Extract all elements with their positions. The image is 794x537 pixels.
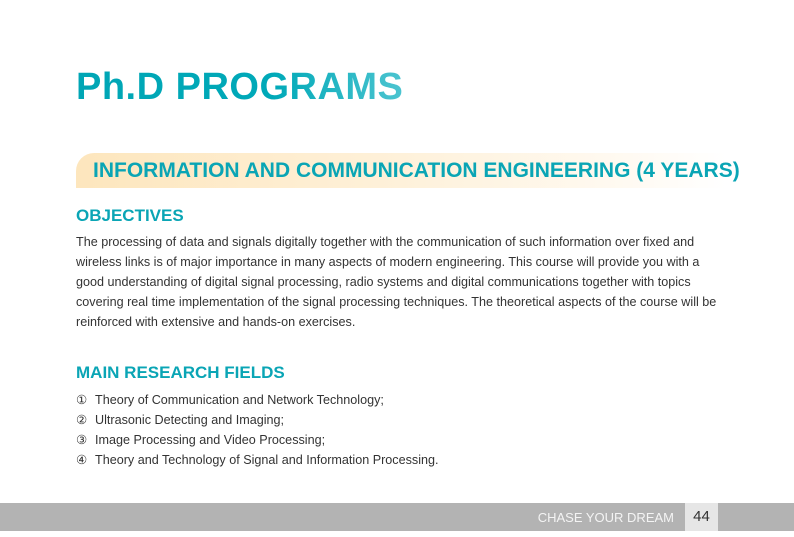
item-number: ② [76, 413, 88, 427]
objectives-text: The processing of data and signals digitally together with the communication of such information over fixed and wireless links is of major importance in many aspects of modern engineering. This course will provide you with a good understanding of digital signal processing, radio systems and digital communications together with topics covering real time implementation of the signal processing techniques. The theoretical aspects of the course will be reinforced with extensive and hands-on exercises. [76, 235, 717, 329]
program-heading: INFORMATION AND COMMUNICATION ENGINEERING (4 YEARS) [93, 159, 740, 182]
page-title: Ph.D PROGRAMS [76, 66, 404, 108]
objectives-heading: OBJECTIVES [76, 206, 184, 225]
item-number: ③ [76, 433, 88, 447]
list-item [76, 410, 439, 430]
item-text: Theory of Communication and Network Technology; [95, 393, 384, 407]
item-text: Ultrasonic Detecting and Imaging; [95, 413, 285, 427]
program-banner [76, 153, 740, 188]
footer-slogan: CHASE YOUR DREAM [537, 510, 674, 525]
list-item [76, 450, 439, 470]
research-heading: MAIN RESEARCH FIELDS [76, 363, 285, 382]
item-text: Theory and Technology of Signal and Information Processing. [95, 453, 439, 467]
item-number: ① [76, 393, 88, 407]
footer-bar [0, 503, 794, 531]
list-item [76, 430, 439, 450]
item-text: Image Processing and Video Processing; [95, 433, 326, 447]
page-number: 44 [685, 503, 718, 531]
list-item [76, 390, 439, 410]
research-list [76, 390, 439, 470]
item-number: ④ [76, 453, 88, 467]
